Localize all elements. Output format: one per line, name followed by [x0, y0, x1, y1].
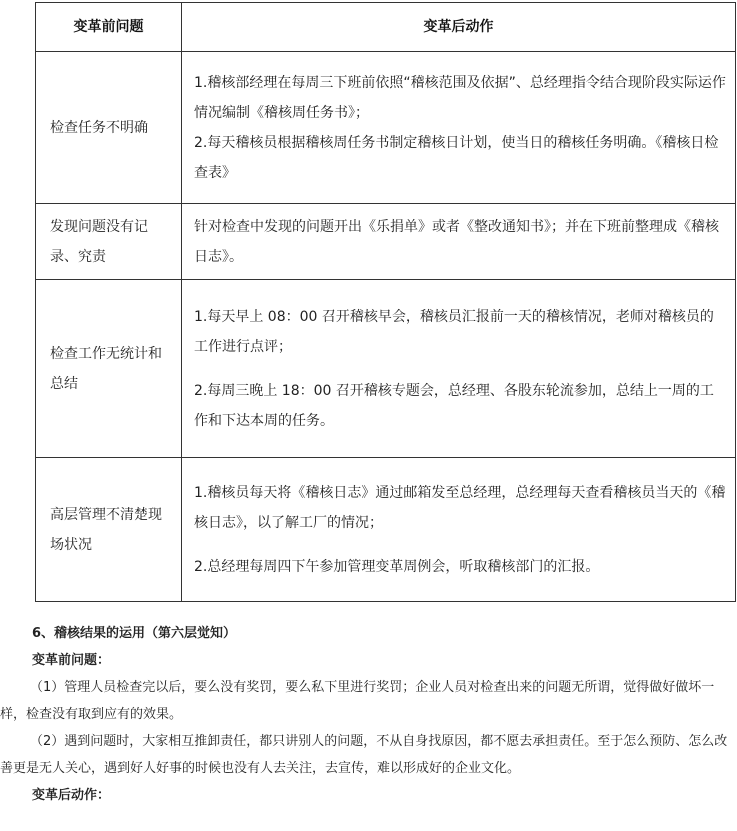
action-item: 2.每天稽核员根据稽核周任务书制定稽核日计划，使当日的稽核任务明确。《稽核日检查表》 [194, 134, 719, 181]
section-title: 6、稽核结果的运用（第六层觉知） [32, 626, 237, 641]
issue-cell: 发现问题没有记录、究责 [36, 204, 182, 280]
header-before: 变革前问题 [36, 3, 182, 52]
table-row [36, 280, 736, 458]
table-row [36, 52, 736, 204]
action-item: 1.每天早上 08：00 召开稽核早会，稽核员汇报前一天的稽核情况，老师对稽核员的工作进行点评； [194, 308, 714, 355]
issue-cell: 高层管理不清楚现场状况 [36, 458, 182, 602]
actions-cell [182, 280, 736, 458]
issue-cell: 检查任务不明确 [36, 52, 182, 204]
action-item: 2.总经理每周四下午参加管理变革周例会，听取稽核部门的汇报。 [194, 558, 600, 575]
after-label: 变革后动作： [32, 788, 111, 803]
action-item: 1.稽核员每天将《稽核日志》通过邮箱发至总经理，总经理每天查看稽核员当天的《稽核日志》，以了解工厂的情况； [194, 484, 726, 531]
actions-cell [182, 458, 736, 602]
reform-table [35, 2, 736, 602]
before-paragraph-2: （2）遇到问题时，大家相互推卸责任，都只讲别人的问题，不从自身找原因，都不愿去承担责任。至于怎么预防、怎么改善更是无人关心，遇到好人好事的时候也没有人去关注，去宣传，难以形成好的企业文化。 [0, 734, 728, 776]
issue-cell: 检查工作无统计和总结 [36, 280, 182, 458]
table-row [36, 458, 736, 602]
action-item: 2.每周三晚上 18：00 召开稽核专题会，总经理、各股东轮流参加，总结上一周的工作和下达本周的任务。 [194, 382, 714, 429]
table-header-row [36, 3, 736, 52]
section-6 [0, 620, 737, 809]
before-label: 变革前问题： [32, 653, 111, 668]
actions-cell [182, 204, 736, 280]
header-after: 变革后动作 [182, 3, 736, 52]
before-paragraph-1: （1）管理人员检查完以后，要么没有奖罚，要么私下里进行奖罚；企业人员对检查出来的问题无所谓，觉得做好做坏一样，检查没有取到应有的效果。 [0, 680, 715, 722]
table-row [36, 204, 736, 280]
action-item: 1.稽核部经理在每周三下班前依照“稽核范围及依据”、总经理指令结合现阶段实际运作情况编制《稽核周任务书》； [194, 74, 726, 121]
action-item: 针对检查中发现的问题开出《乐捐单》或者《整改通知书》；并在下班前整理成《稽核日志》。 [194, 218, 719, 265]
actions-cell [182, 52, 736, 204]
